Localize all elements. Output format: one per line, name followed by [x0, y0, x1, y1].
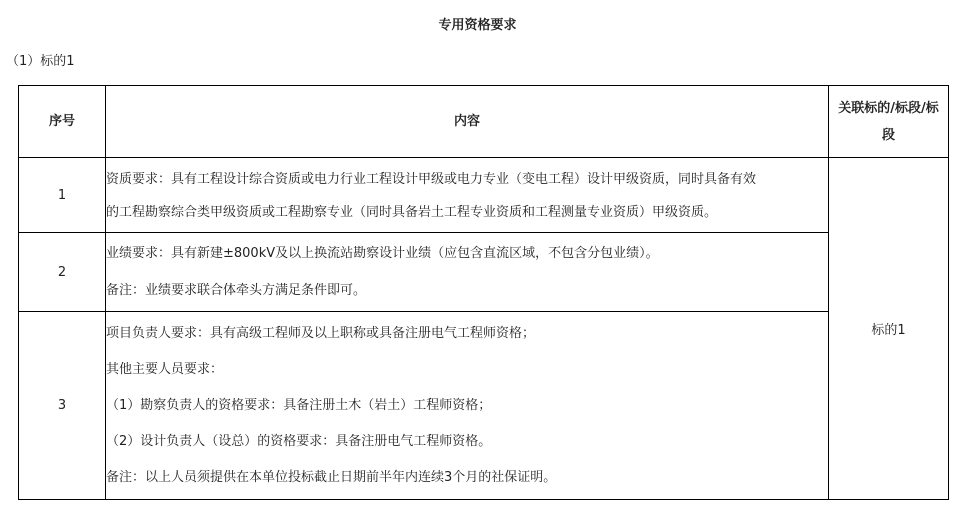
row-content — [106, 158, 829, 233]
page-title: 专用资格要求 — [438, 18, 517, 33]
content-line: 资质要求：具有工程设计综合资质或电力行业工程设计甲级或电力专业（变电工程）设计甲级资质，同时具备有效 — [106, 172, 757, 187]
section-label: （1）标的1 — [6, 54, 75, 69]
content-line: 备注：业绩要求联合体牵头方满足条件即可。 — [106, 283, 367, 298]
content-line: 业绩要求：具有新建±800kV及以上换流站勘察设计业绩（应包含直流区域，不包含分包业绩）。 — [106, 246, 659, 261]
content-line: （1）勘察负责人的资格要求：具备注册土木（岩土）工程师资格； — [106, 397, 492, 413]
row-content — [106, 312, 829, 500]
header-linked-lot-line2: 段 — [881, 127, 895, 143]
header-content: 内容 — [106, 86, 829, 158]
row-content — [106, 233, 829, 312]
requirements-table — [18, 85, 949, 500]
row-number: 2 — [19, 233, 106, 312]
row-number: 3 — [19, 312, 106, 500]
content-line: （2）设计负责人（设总）的资格要求：具备注册电气工程师资格。 — [106, 433, 492, 449]
table-header-row — [19, 86, 949, 158]
row-number: 1 — [19, 158, 106, 233]
content-line: 的工程勘察综合类甲级资质或工程勘察专业（同时具备岩土工程专业资质和工程测量专业资质）甲级资质。 — [106, 205, 718, 220]
table-row — [19, 312, 949, 500]
linked-lot-cell: 标的1 — [829, 158, 949, 500]
header-linked-lot-line1: 关联标的/标段/标 — [838, 100, 939, 116]
header-serial-number: 序号 — [19, 86, 106, 158]
header-linked-lot — [829, 86, 949, 158]
table-row — [19, 158, 949, 233]
content-line: 其他主要人员要求： — [106, 361, 224, 377]
content-line: 备注：以上人员须提供在本单位投标截止日期前半年内连续3个月的社保证明。 — [106, 469, 557, 485]
table-row — [19, 233, 949, 312]
content-line: 项目负责人要求：具有高级工程师及以上职称或具备注册电气工程师资格； — [106, 325, 536, 341]
